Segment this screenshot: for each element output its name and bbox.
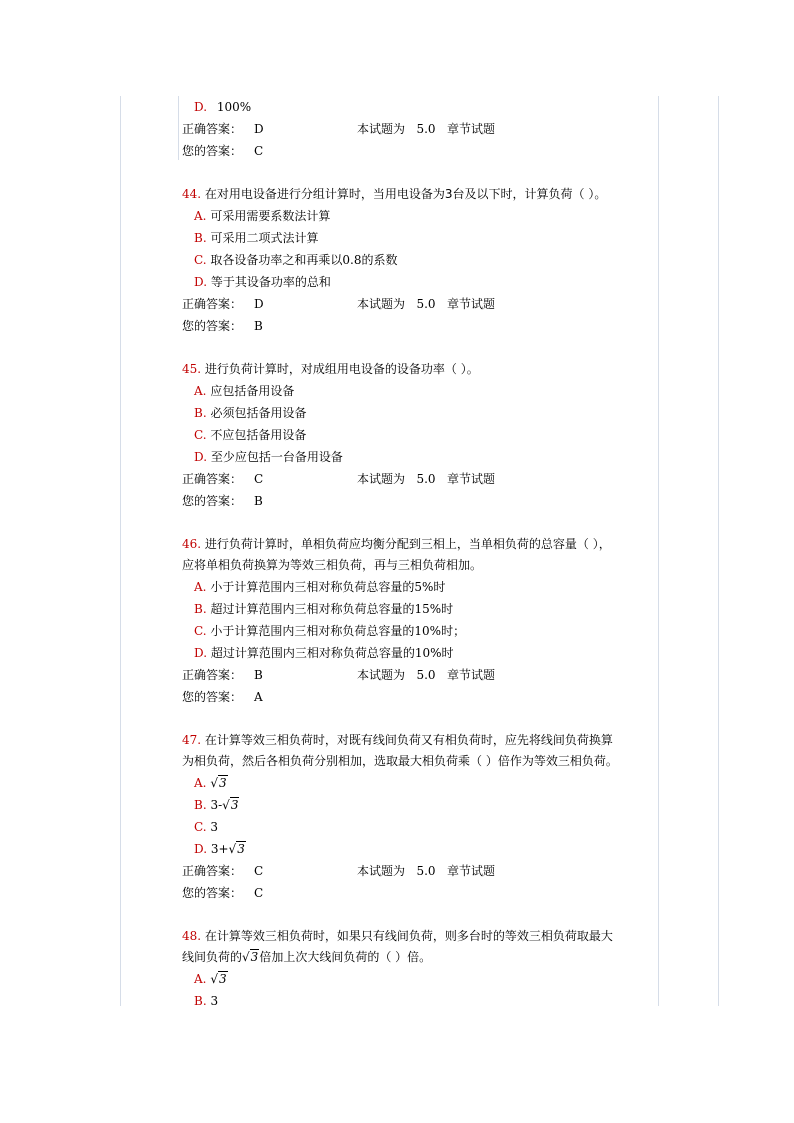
question-stem bbox=[182, 730, 662, 772]
option-c: C. 小于计算范围内三相对称负荷总容量的10%时； bbox=[194, 624, 466, 638]
question-text: 进行负荷计算时，对成组用电设备的设备功率（ ）。 bbox=[204, 362, 479, 376]
question-stem bbox=[182, 359, 662, 380]
option-b: B. 必须包括备用设备 bbox=[194, 406, 307, 420]
question-text: 线间负荷的 bbox=[182, 950, 243, 964]
your-answer-value: B bbox=[254, 494, 263, 508]
your-answer-value: A bbox=[254, 690, 263, 704]
option-a: A. 可采用需要系数法计算 bbox=[194, 209, 331, 223]
frame-line-right bbox=[718, 96, 719, 1006]
option-d: D. 超过计算范围内三相对称负荷总容量的10%时 bbox=[194, 646, 454, 660]
score-info bbox=[357, 118, 495, 140]
option-b: B. 超过计算范围内三相对称负荷总容量的15%时 bbox=[194, 602, 454, 616]
option-a: A. √3 bbox=[182, 968, 662, 990]
score-info: 本试题为 5.0 章节试题 bbox=[357, 472, 496, 486]
score-value: 5.0 bbox=[416, 122, 436, 136]
option-d: D. 至少应包括一台备用设备 bbox=[194, 450, 343, 464]
correct-answer-row: 正确答案： B 本试题为 5.0 章节试题 bbox=[182, 664, 662, 686]
content-line-left bbox=[178, 96, 179, 160]
question-text: 在计算等效三相负荷时，如果只有线间负荷，则多台时的等效三相负荷取最大 bbox=[204, 929, 613, 943]
option-b: B. 可采用二项式法计算 bbox=[194, 231, 319, 245]
option-letter: D. bbox=[194, 100, 208, 114]
question-number: 47. bbox=[182, 733, 202, 747]
sqrt-expression: √3 bbox=[210, 972, 227, 986]
option-a: A. √3 bbox=[182, 772, 662, 794]
correct-answer-value: C bbox=[254, 472, 264, 486]
question-list bbox=[182, 96, 662, 1012]
question-stem bbox=[182, 534, 662, 576]
correct-answer-row bbox=[182, 118, 662, 140]
your-answer-value: B bbox=[254, 319, 263, 333]
option-a: A. 应包括备用设备 bbox=[194, 384, 295, 398]
score-prefix: 本试题为 bbox=[357, 122, 406, 136]
your-answer-label: 您的答案： bbox=[182, 144, 243, 158]
option-c: C. 不应包括备用设备 bbox=[194, 428, 307, 442]
sqrt-expression: √3 bbox=[228, 842, 245, 856]
question-text: 应将单相负荷换算为等效三相负荷，再与三相负荷相加。 bbox=[182, 558, 483, 572]
option-b: B. 3 bbox=[194, 994, 219, 1008]
question-text: 倍加上次大线间负荷的（ ）倍。 bbox=[259, 950, 432, 964]
option-c: C. 3 bbox=[194, 820, 219, 834]
question-number: 46. bbox=[182, 537, 202, 551]
correct-answer-label: 正确答案： bbox=[182, 122, 243, 136]
correct-answer-row: 正确答案： C 本试题为 5.0 章节试题 bbox=[182, 860, 662, 882]
your-answer-value: C bbox=[254, 886, 264, 900]
your-answer-row: 您的答案： B bbox=[182, 490, 662, 512]
option-c: C. 取各设备功率之和再乘以0.8的系数 bbox=[194, 253, 398, 267]
score-info: 本试题为 5.0 章节试题 bbox=[357, 668, 496, 682]
question-number: 48. bbox=[182, 929, 202, 943]
score-info: 本试题为 5.0 章节试题 bbox=[357, 297, 496, 311]
question-number: 44. bbox=[182, 187, 202, 201]
question-text: 在对用电设备进行分组计算时，当用电设备为3台及以下时，计算负荷（ ）。 bbox=[204, 187, 607, 201]
question-text: 为相负荷，然后各相负荷分别相加，选取最大相负荷乘（ ）倍作为等效三相负荷。 bbox=[182, 754, 618, 768]
your-answer-row: 您的答案： C bbox=[182, 882, 662, 904]
option-d: D. 等于其设备功率的总和 bbox=[194, 275, 331, 289]
question-text: 进行负荷计算时，单相负荷应均衡分配到三相上，当单相负荷的总容量（ ）， bbox=[204, 537, 611, 551]
sqrt-expression: √3 bbox=[222, 798, 239, 812]
question-text: 在计算等效三相负荷时，对既有线间负荷又有相负荷时，应先将线间负荷换算 bbox=[204, 733, 613, 747]
score-info: 本试题为 5.0 章节试题 bbox=[357, 864, 496, 878]
correct-answer-row: 正确答案： D 本试题为 5.0 章节试题 bbox=[182, 293, 662, 315]
frame-line-left bbox=[120, 96, 121, 1006]
your-answer-row bbox=[182, 140, 662, 162]
option-text: 100% bbox=[216, 100, 252, 114]
option-b: B. 3-√3 bbox=[182, 794, 662, 816]
chapter-label: 章节试题 bbox=[447, 122, 496, 136]
your-answer-row: 您的答案： A bbox=[182, 686, 662, 708]
your-answer-row: 您的答案： B bbox=[182, 315, 662, 337]
correct-answer-value: D bbox=[254, 297, 264, 311]
option-a: A. 小于计算范围内三相对称负荷总容量的5%时 bbox=[194, 580, 446, 594]
correct-answer-row: 正确答案： C 本试题为 5.0 章节试题 bbox=[182, 468, 662, 490]
correct-answer-value: B bbox=[254, 668, 263, 682]
correct-answer-value: C bbox=[254, 864, 264, 878]
question-stem bbox=[182, 184, 662, 205]
option-d bbox=[182, 96, 662, 118]
option-d: D. 3+√3 bbox=[182, 838, 662, 860]
your-answer-value: C bbox=[254, 144, 264, 158]
sqrt-expression: √3 bbox=[242, 950, 259, 964]
question-stem bbox=[182, 926, 662, 968]
correct-answer-value: D bbox=[254, 122, 264, 136]
sqrt-expression: √3 bbox=[210, 776, 227, 790]
question-number: 45. bbox=[182, 362, 202, 376]
